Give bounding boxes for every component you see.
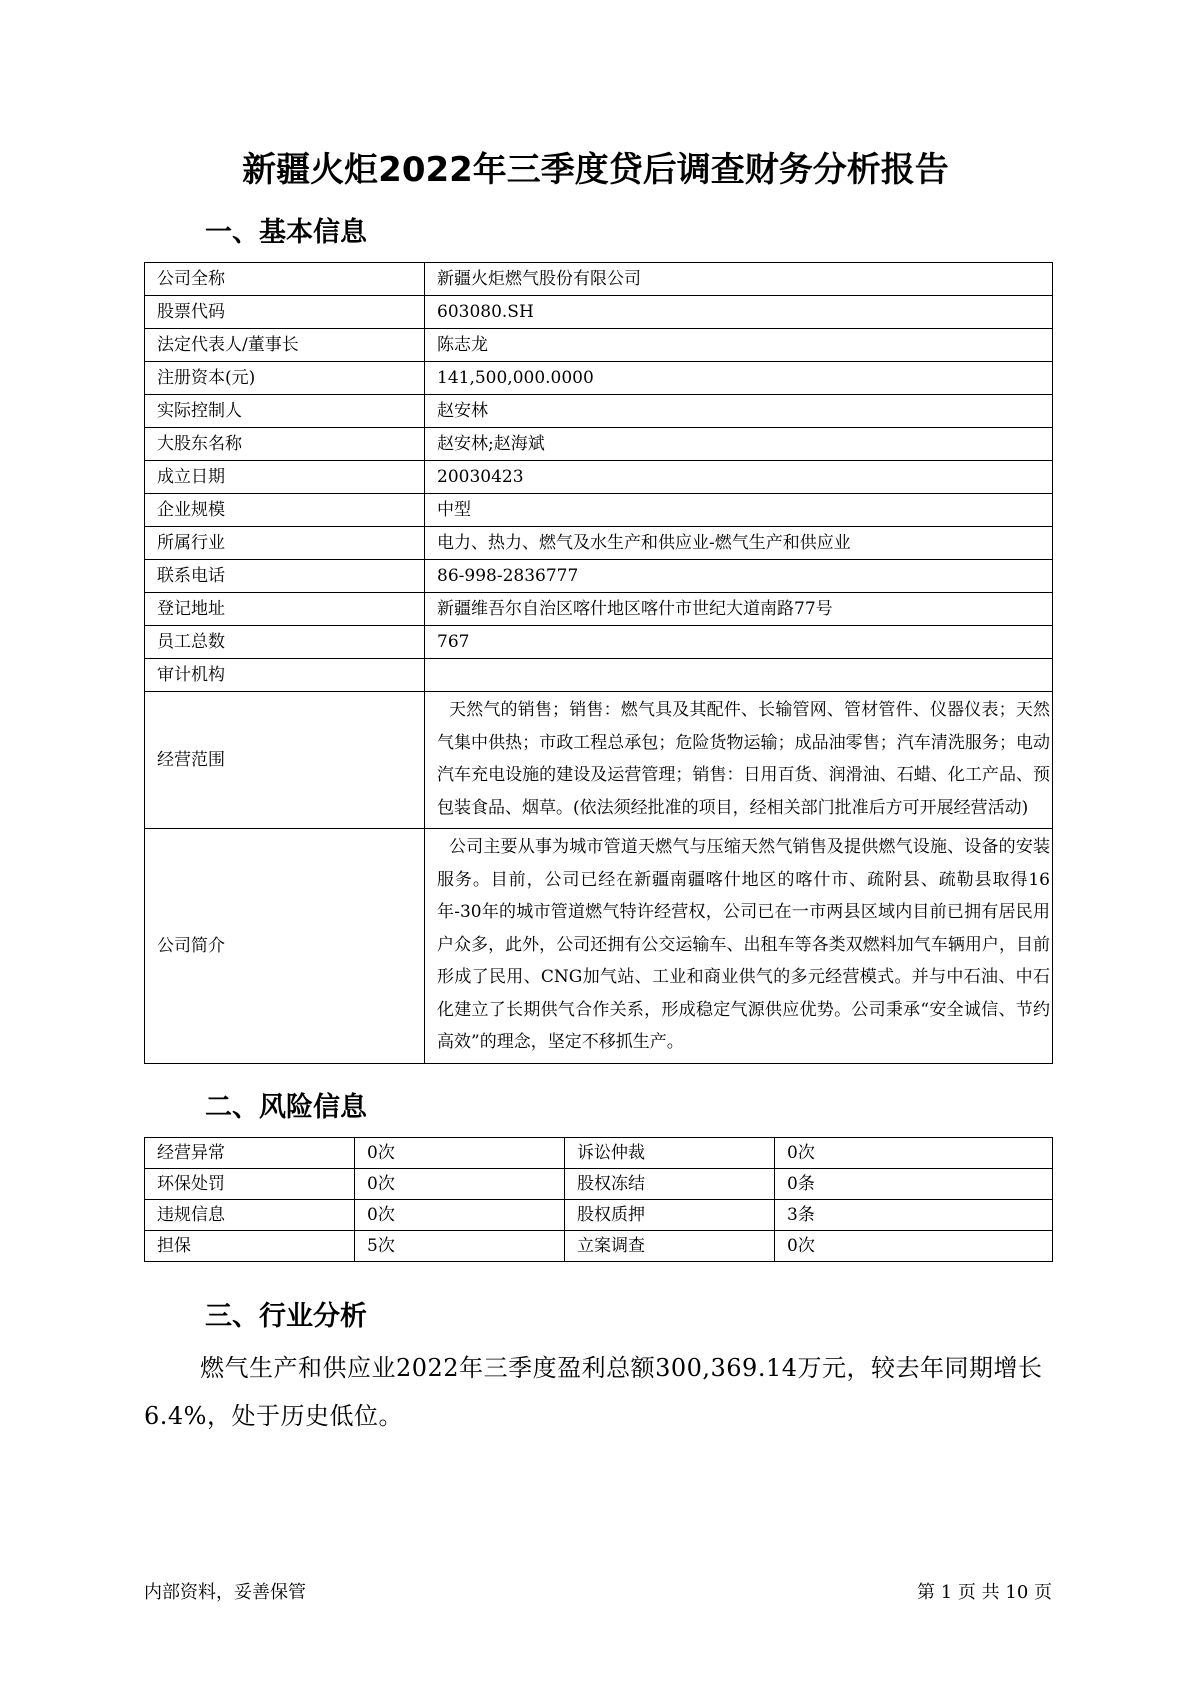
row-value: 中型: [425, 494, 1053, 527]
risk-label: 股权质押: [565, 1200, 775, 1231]
row-label: 联系电话: [145, 560, 425, 593]
table-row: [145, 527, 1053, 560]
table-row: [145, 395, 1053, 428]
business-scope-text: 天然气的销售；销售：燃气具及其配件、长输管网、管材管件、仪器仪表；天然气集中供热；市政工程总承包；危险货物运输；成品油零售；汽车清洗服务；电动汽车充电设施的建设及运营管理；销售：日用百货、润滑油、石蜡、化工产品、预包装食品、烟草。(依法须经批准的项目，经相关部门批准后方可开展经营活动): [425, 692, 1053, 829]
footer-page-number: 第 1 页 共 10 页: [917, 1582, 1052, 1603]
industry-analysis-paragraph: 燃气生产和供应业2022年三季度盈利总额300,369.14万元，较去年同期增长6.4%，处于历史低位。: [144, 1354, 1043, 1430]
section-heading-basic-info: 一、基本信息: [205, 217, 367, 248]
row-value: 赵安林;赵海斌: [425, 428, 1053, 461]
risk-value: 0条: [775, 1169, 1053, 1200]
table-row: [145, 428, 1053, 461]
risk-label: 股权冻结: [565, 1169, 775, 1200]
row-label: 所属行业: [145, 527, 425, 560]
risk-info-table: [144, 1137, 1053, 1262]
risk-value: 0次: [355, 1200, 565, 1231]
section-heading-industry-analysis: 三、行业分析: [205, 1301, 367, 1332]
footer-confidential-note: 内部资料，妥善保管: [144, 1582, 306, 1603]
table-row: [145, 362, 1053, 395]
row-value: 20030423: [425, 461, 1053, 494]
table-row: [145, 1138, 1053, 1169]
risk-value: 5次: [355, 1231, 565, 1262]
risk-value: 0次: [355, 1138, 565, 1169]
risk-label: 违规信息: [145, 1200, 355, 1231]
row-label: 企业规模: [145, 494, 425, 527]
risk-label: 立案调查: [565, 1231, 775, 1262]
row-value: 新疆火炬燃气股份有限公司: [425, 263, 1053, 296]
row-value: 新疆维吾尔自治区喀什地区喀什市世纪大道南路77号: [425, 593, 1053, 626]
row-value: 电力、热力、燃气及水生产和供应业-燃气生产和供应业: [425, 527, 1053, 560]
page-title: 新疆火炬2022年三季度贷后调查财务分析报告: [242, 150, 949, 190]
row-label: 公司全称: [145, 263, 425, 296]
row-label: 员工总数: [145, 626, 425, 659]
table-row: [145, 1231, 1053, 1262]
table-row: [145, 659, 1053, 692]
row-label: 实际控制人: [145, 395, 425, 428]
section-heading-risk-info: 二、风险信息: [205, 1092, 367, 1123]
row-value: 陈志龙: [425, 329, 1053, 362]
row-label: 法定代表人/董事长: [145, 329, 425, 362]
risk-label: 担保: [145, 1231, 355, 1262]
risk-label: 环保处罚: [145, 1169, 355, 1200]
row-label: 审计机构: [145, 659, 425, 692]
row-label: 经营范围: [145, 692, 425, 829]
risk-label: 诉讼仲裁: [565, 1138, 775, 1169]
row-value: 603080.SH: [425, 296, 1053, 329]
row-label: 大股东名称: [145, 428, 425, 461]
table-row: [145, 692, 1053, 829]
risk-value: 0次: [355, 1169, 565, 1200]
table-row: [145, 1200, 1053, 1231]
table-row: [145, 593, 1053, 626]
table-row: [145, 829, 1053, 1064]
risk-value: 0次: [775, 1138, 1053, 1169]
table-row: [145, 494, 1053, 527]
table-row: [145, 461, 1053, 494]
row-label: 注册资本(元): [145, 362, 425, 395]
row-label: 公司简介: [145, 829, 425, 1064]
basic-info-table: [144, 262, 1053, 1064]
row-value: [425, 659, 1053, 692]
risk-value: 0次: [775, 1231, 1053, 1262]
table-row: [145, 626, 1053, 659]
row-value: 赵安林: [425, 395, 1053, 428]
table-row: [145, 560, 1053, 593]
row-value: 86-998-2836777: [425, 560, 1053, 593]
table-row: [145, 263, 1053, 296]
risk-label: 经营异常: [145, 1138, 355, 1169]
row-label: 股票代码: [145, 296, 425, 329]
table-row: [145, 296, 1053, 329]
row-label: 登记地址: [145, 593, 425, 626]
table-row: [145, 1169, 1053, 1200]
row-value: 141,500,000.0000: [425, 362, 1053, 395]
table-row: [145, 329, 1053, 362]
row-label: 成立日期: [145, 461, 425, 494]
risk-value: 3条: [775, 1200, 1053, 1231]
row-value: 767: [425, 626, 1053, 659]
company-intro-text: 公司主要从事为城市管道天燃气与压缩天然气销售及提供燃气设施、设备的安装服务。目前，公司已经在新疆南疆喀什地区的喀什市、疏附县、疏勒县取得16年-30年的城市管道燃气特许经营权，公司已在一市两县区域内目前已拥有居民用户众多，此外，公司还拥有公交运输车、出租车等各类双燃料加气车辆用户，目前形成了民用、CNG加气站、工业和商业供气的多元经营模式。并与中石油、中石化建立了长期供气合作关系，形成稳定气源供应优势。公司秉承“安全诚信、节约高效”的理念，坚定不移抓生产。: [425, 829, 1053, 1064]
